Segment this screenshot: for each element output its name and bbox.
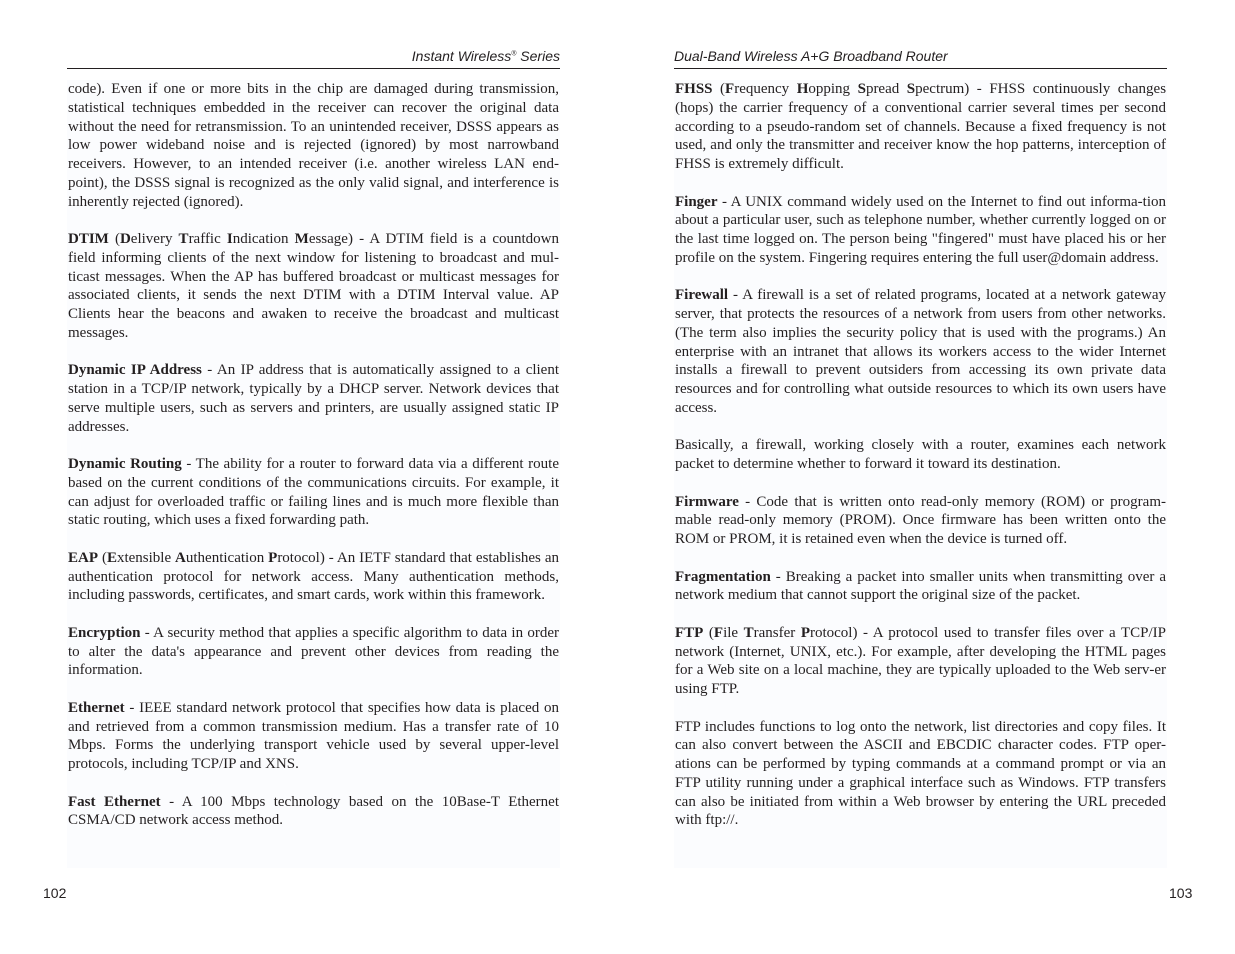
- glossary-entry: FTP (File Transfer Protocol) - A protocol used to transfer files over a TCP/IP network (Internet, UNIX, etc.). For example, after developing the HTML pages for a Web site on a local machine, they are typically uploaded to the Web serv-er using FTP.: [675, 624, 1166, 697]
- glossary-entry: DTIM (Delivery Traffic Indication Message) - A DTIM field is a countdown field informing clients of the next window for listening to broadcast and mul-ticast messages. When the AP has buffered broadcast or multicast messages for associated clients, it sends the next DTIM with a DTIM Interval value. AP Clients hear the beacons and awaken to receive the broadcast and multicast messages.: [68, 231, 559, 341]
- acronym-letter: T: [743, 624, 754, 641]
- glossary-entry: FHSS (Frequency Hopping Spread Spectrum) - FHSS continuously changes (hops) the carrier frequency of a conventional carrier several times per second according to a pseudo-random set of channels. Because a fixed frequency is not used, and only the transmitter and receiver know the hop patterns, interception of FHSS is extremely difficult.: [675, 81, 1167, 172]
- acronym-rest: opping: [808, 81, 858, 97]
- glossary-entry: [68, 80, 559, 211]
- glossary-term: Finger: [675, 193, 718, 210]
- acronym-letter: I: [226, 231, 233, 247]
- right-text-block: [674, 80, 1167, 868]
- glossary-term: Firewall: [675, 287, 729, 304]
- glossary-entry: [675, 286, 1166, 417]
- glossary-definition: FTP includes functions to log onto the network, list directories and copy files. It can also convert between the ASCII and EBCDIC character codes. FTP oper-ations can be performed by typing commands at a command prompt or via an FTP utility running under a graphical interface such as Windows. FTP transfers can also be initiated from within a Web browser by entering the URL preceded with ftp://.: [675, 718, 1166, 829]
- acronym-letter: A: [175, 549, 186, 566]
- acronym-rest: ndication: [232, 231, 295, 247]
- glossary-entry: [675, 568, 1166, 606]
- glossary-entry: [675, 193, 1166, 268]
- glossary-definition: - Code that is written onto read-only memory (ROM) or program-mable read-only memory (PROM). Once firmware has been written onto the ROM or PROM, it is retained even when the device is turned off.: [675, 493, 1166, 547]
- right-header-rule: [674, 68, 1167, 69]
- acronym-rest: ile: [723, 624, 744, 641]
- glossary-term: Dynamic IP Address: [68, 362, 202, 379]
- glossary-definition: - Breaking a packet into smaller units when transmitting over a network medium that cannot support the original size of the packet.: [675, 568, 1166, 604]
- acronym-letter: P: [268, 549, 278, 566]
- acronym-rest: elivery: [130, 231, 179, 247]
- glossary-term: Ethernet: [68, 699, 125, 716]
- glossary-entry: [675, 436, 1166, 474]
- glossary-term: FHSS: [675, 81, 713, 97]
- glossary-definition: code). Even if one or more bits in the chip are damaged during transmission, statistical techniques embedded in the receiver can recover the original data without the need for retransmission. To an unintended receiver, DSSS appears as low power wideband noise and is rejected (ignored) by most narrowband receivers. However, to an intended receiver (i.e. another wireless LAN end-point), the DSSS signal is recognized as the only valid signal, and interference is inherently rejected (ignored).: [68, 81, 559, 210]
- left-header-rule: [67, 68, 560, 69]
- left-page-number: 102: [43, 885, 67, 901]
- registered-mark: ®: [511, 50, 517, 58]
- glossary-term: Fragmentation: [675, 568, 771, 585]
- right-header-title: Dual-Band Wireless A+G Broadband Router: [674, 48, 948, 64]
- glossary-entry: [68, 624, 559, 680]
- glossary-entry: [68, 361, 559, 436]
- acronym-rest: rotocol: [277, 549, 320, 566]
- left-header-title: Instant Wireless: [411, 48, 512, 64]
- glossary-definition: - An IETF standard that establishes an authentication protocol for network access. Many authentication methods, including passwords, certificates, and smart cards, work within this framework.: [68, 549, 559, 604]
- glossary-definition: - A security method that applies a specific algorithm to data in order to alter the data's appearance and prevent other devices from reading the information.: [68, 624, 559, 679]
- acronym-rest: essage: [308, 231, 348, 247]
- glossary-definition: - An IP address that is automatically assigned to a client station in a TCP/IP network, typically by a DHCP server. Network devices that serve multiple users, such as servers and printers, are usually assigned static IP addresses.: [68, 362, 560, 435]
- glossary-definition: - A 100 Mbps technology based on the 10Base-T Ethernet CSMA/CD network access method.: [68, 793, 559, 829]
- glossary-definition: - A UNIX command widely used on the Internet to find out informa-tion about a particular user, such as telephone number, whether currently logged on or the last time logged on. The person being "fingered" must have placed his or her profile on the system. Fingering requires entering the full user@domain address.: [675, 193, 1166, 266]
- right-page: [674, 0, 1174, 954]
- glossary-term: Fast Ethernet: [68, 793, 161, 810]
- right-page-number: 103: [1169, 885, 1193, 901]
- acronym-letter: F: [713, 624, 724, 641]
- glossary-term: Dynamic Routing: [68, 456, 182, 472]
- acronym-rest: rotocol: [809, 624, 853, 641]
- glossary-definition: - A protocol used to transfer files over a TCP/IP network (Internet, UNIX, etc.). For example, after developing the HTML pages for a Web site on a local machine, they are typically uploaded to the Web serv-er using FTP.: [675, 624, 1166, 697]
- glossary-definition: - A DTIM field is a countdown field informing clients of the next window for listening to broadcast and mul-ticast messages. When the AP has buffered broadcast or multicast messages for associated clients, it sends the next DTIM with a DTIM Interval value. AP Clients hear the beacons and awaken to receive the broadcast and multicast messages.: [68, 231, 559, 341]
- glossary-term: DTIM: [68, 231, 109, 247]
- acronym-rest: uthentication: [185, 549, 269, 566]
- acronym-rest: pread: [865, 81, 907, 97]
- acronym-rest: pectrum: [915, 81, 965, 97]
- acronym-rest: ransfer: [753, 624, 801, 641]
- acronym-letter: S: [906, 81, 916, 97]
- acronym-letter: E: [106, 549, 117, 566]
- glossary-definition: Basically, a firewall, working closely with a router, examines each network packet to determine whether to forward it toward its destination.: [675, 437, 1166, 472]
- acronym-letter: F: [725, 81, 735, 97]
- acronym-letter: D: [119, 231, 131, 247]
- glossary-entry: [675, 718, 1166, 831]
- acronym-rest: xtensible: [116, 549, 176, 566]
- acronym-letter: T: [178, 231, 189, 247]
- glossary-entry: [675, 493, 1166, 549]
- acronym-letter: S: [857, 81, 866, 97]
- glossary-entry: [68, 455, 559, 530]
- left-running-header: [67, 47, 560, 65]
- glossary-definition: - IEEE standard network protocol that specifies how data is placed on and retrieved from a common transmission medium. Has a transfer rate of 10 Mbps. Forms the underlying transport vehicle used by several upper-level protocols, including TCP/IP and XNS.: [68, 699, 559, 772]
- acronym-rest: raffic: [188, 231, 227, 247]
- glossary-term: FTP: [675, 624, 704, 641]
- left-header-suffix: Series: [516, 48, 560, 64]
- acronym-letter: M: [294, 231, 309, 247]
- glossary-definition: - FHSS continuously changes (hops) the carrier frequency of a conventional carrier several times per second according to a pseudo-random set of channels. Because a fixed frequency is not used, and only the transmitter and receiver know the hop patterns, interception of FHSS is extremely difficult.: [675, 81, 1167, 172]
- acronym-letter: H: [796, 81, 809, 97]
- glossary-entry: [68, 699, 559, 774]
- right-running-header: [674, 47, 1167, 65]
- glossary-entry: EAP (Extensible Authentication Protocol) - An IETF standard that establishes an authentication protocol for network access. Many authentication methods, including passwords, certificates, and smart cards, work within this framework.: [68, 549, 559, 604]
- glossary-term: EAP: [68, 549, 98, 566]
- glossary-term: Encryption: [68, 624, 141, 641]
- left-page: [67, 0, 567, 954]
- acronym-letter: P: [800, 624, 810, 641]
- glossary-definition: - The ability for a router to forward data via a different route based on the current conditions of the communications circuits. For example, it can adjust for overloaded traffic or failing lines and is much more flexible than static routing, which uses a fixed forwarding path.: [68, 456, 559, 529]
- glossary-entry: [68, 793, 559, 831]
- glossary-definition: - A firewall is a set of related programs, located at a network gateway server, that protects the resources of a network from users from other networks. (The term also implies the security policy that is used with the programs.) An enterprise with an intranet that allows its workers access to the wider Internet installs a firewall to prevent outsiders from accessing its own private data resources and for controlling what outside resources to which its own users have access.: [675, 287, 1166, 416]
- acronym-rest: requency: [734, 81, 797, 97]
- left-text-block: [67, 80, 560, 868]
- glossary-term: Firmware: [675, 493, 739, 510]
